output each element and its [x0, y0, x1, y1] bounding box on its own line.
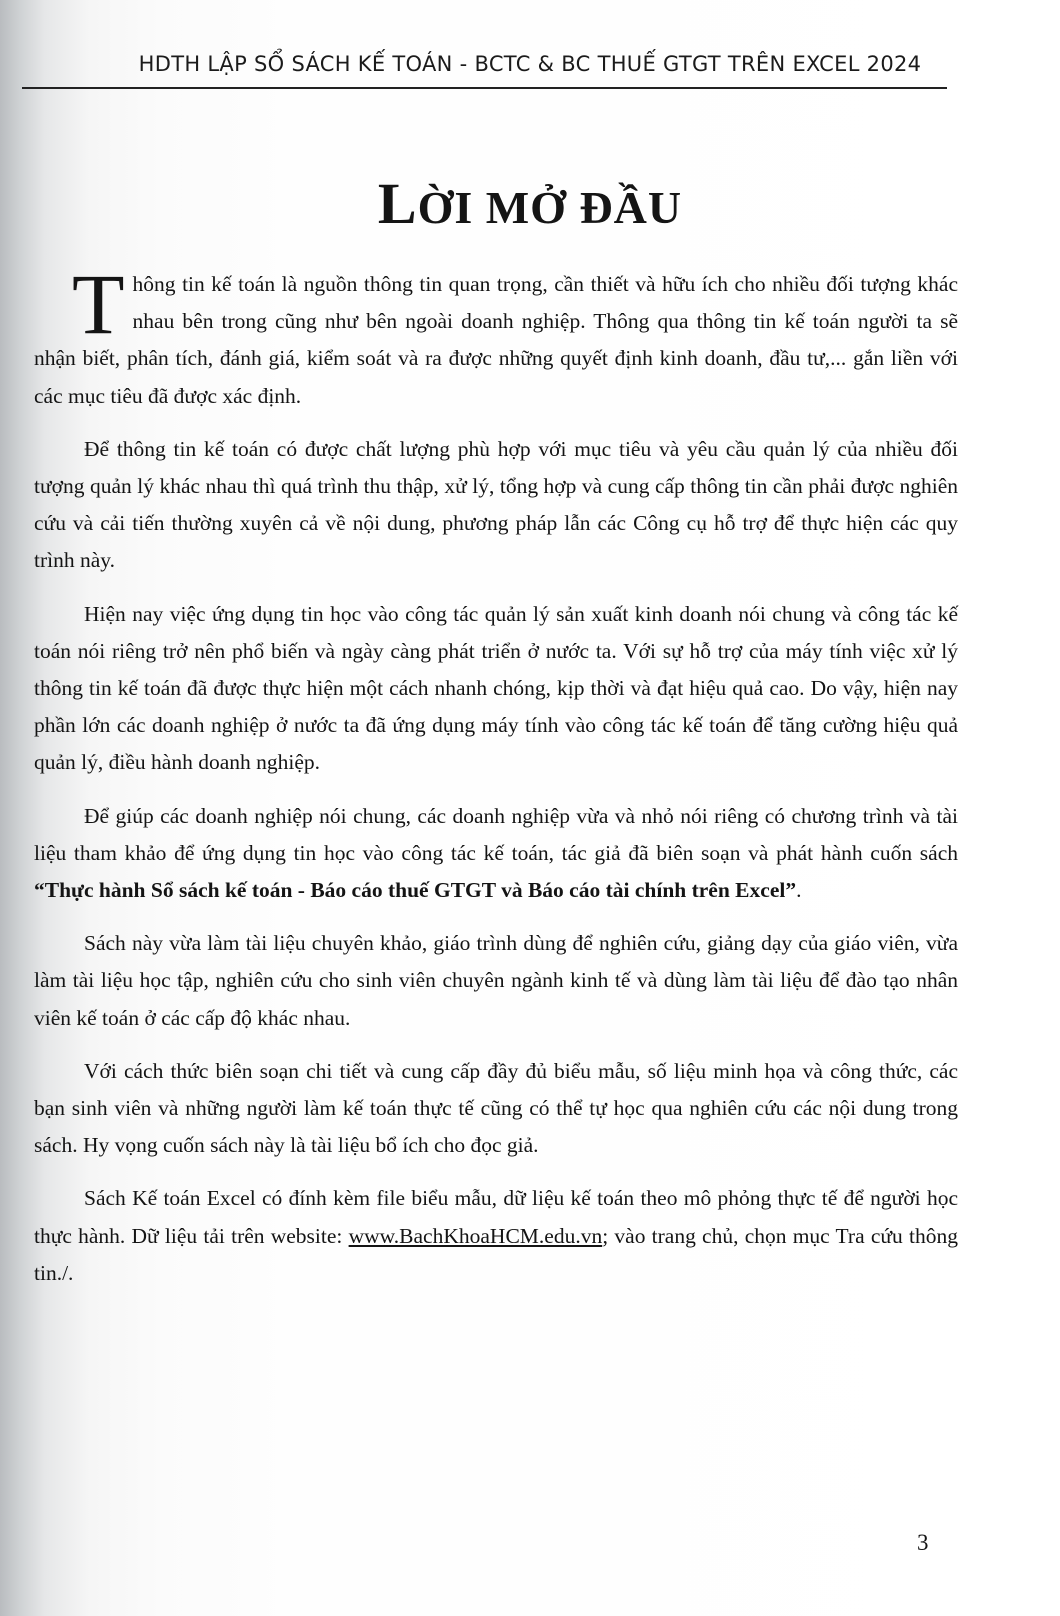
paragraph-7	[34, 1180, 958, 1292]
paragraph-1-text: hông tin kế toán là nguồn thông tin quan trọng, cần thiết và hữu ích cho nhiều đối tượng khác nhau bên trong cũng như bên ngoài doanh nghiệp. Thông qua thông tin kế toán người ta sẽ nhận biết, phân tích, đánh giá, kiểm soát và ra được những quyết định kinh doanh, đầu tư,... gắn liền với các mục tiêu đã được xác định.	[34, 272, 958, 408]
paragraph-4	[34, 798, 958, 910]
page-title	[0, 170, 1060, 237]
website-link[interactable]: www.BachKhoaHCM.edu.vn	[348, 1223, 603, 1248]
book-title: “Thực hành Sổ sách kế toán - Báo cáo thuế GTGT và Báo cáo tài chính trên Excel”	[34, 878, 797, 903]
title-rest: ỜI MỞ ĐẦU	[417, 182, 683, 233]
paragraph-4-text: Để giúp các doanh nghiệp nói chung, các doanh nghiệp vừa và nhỏ nói riêng có chương trình và tài liệu tham khảo để ứng dụng tin học vào công tác kế toán, tác giả đã biên soạn và phát hành cuốn sách	[34, 803, 958, 865]
body-text	[34, 256, 958, 1308]
paragraph-6: Với cách thức biên soạn chi tiết và cung cấp đầy đủ biểu mẫu, số liệu minh họa và công thức, các bạn sinh viên và những người làm kế toán thực tế cũng có thể tự học qua nghiên cứu các nội dung trong sách. Hy vọng cuốn sách này là tài liệu bổ ích cho đọc giả.	[34, 1058, 958, 1158]
drop-cap: T	[72, 256, 125, 352]
paragraph-3: Hiện nay việc ứng dụng tin học vào công tác quản lý sản xuất kinh doanh nói chung và công tác kế toán nói riêng trở nên phổ biến và ngày càng phát triển ở nước ta. Với sự hỗ trợ của máy tính việc xử lý thông tin kế toán đã được thực hiện một cách nhanh chóng, kịp thời và đạt hiệu quả cao. Do vậy, hiện nay phần lớn các doanh nghiệp ở nước ta đã ứng dụng máy tính vào công tác kế toán để tăng cường hiệu quả quản lý, điều hành doanh nghiệp.	[34, 601, 958, 775]
paragraph-2: Để thông tin kế toán có được chất lượng phù hợp với mục tiêu và yêu cầu quản lý của nhiều đối tượng quản lý khác nhau thì quá trình thu thập, xử lý, tổng hợp và cung cấp thông tin cần phải được nghiên cứu và cải tiến thường xuyên cả về nội dung, phương pháp lẫn các Công cụ hỗ trợ để thực hiện các quy trình này.	[34, 436, 958, 573]
paragraph-5: Sách này vừa làm tài liệu chuyên khảo, giáo trình dùng để nghiên cứu, giảng dạy của giáo viên, vừa làm tài liệu học tập, nghiên cứu cho sinh viên chuyên ngành kinh tế và dùng làm tài liệu để đào tạo nhân viên kế toán ở các cấp độ khác nhau.	[34, 931, 958, 1030]
paragraph-4-end: .	[796, 878, 802, 903]
paragraph-7-text: Sách Kế toán Excel có đính kèm file biểu mẫu, dữ liệu kế toán theo mô phỏng thực tế để người học thực hành. Dữ liệu tải trên website:	[34, 1186, 958, 1248]
paragraph-7-end: ; vào trang chủ, chọn mục Tra cứu thông tin./.	[34, 1223, 958, 1285]
running-header: HDTH LẬP SỔ SÁCH KẾ TOÁN - BCTC & BC THUẾ GTGT TRÊN EXCEL 2024	[138, 52, 922, 76]
header-rule	[22, 87, 947, 89]
paragraph-1	[34, 256, 958, 415]
page-number: 3	[917, 1530, 929, 1555]
title-initial: L	[377, 171, 418, 236]
